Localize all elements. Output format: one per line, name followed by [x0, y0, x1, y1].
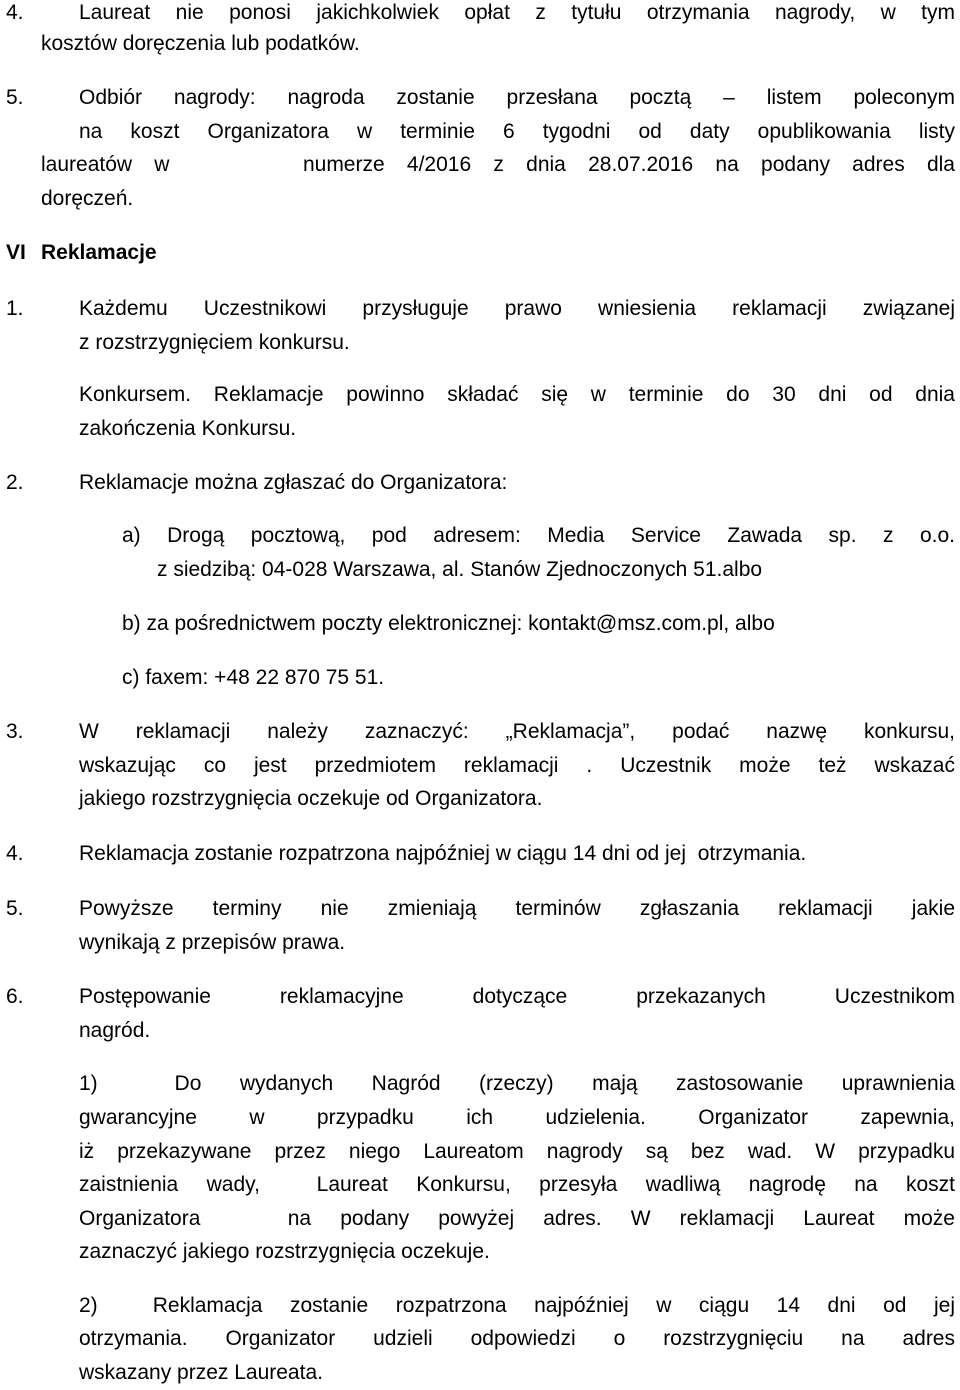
section-title: Reklamacje: [41, 241, 157, 264]
para-1-line-3: Konkursem. Reklamacje powinno składać się w terminie do 30 dni od dnia: [79, 383, 955, 406]
item-5-number: 5.: [6, 86, 24, 109]
para-2-line-1: Reklamacje można zgłaszać do Organizatora:: [79, 471, 508, 494]
para-6-number: 6.: [6, 985, 24, 1008]
para-2-number: 2.: [6, 471, 24, 494]
item-5-line-3: laureatów w numerze 4/2016 z dnia 28.07.2016 na podany adres dla: [41, 153, 955, 176]
para-6-sub-1-line-4: zaistnienia wady, Laureat Konkursu, przesyła wadliwą nagrodę na koszt: [79, 1173, 955, 1196]
para-2-option-a-line-1: a) Drogą pocztową, pod adresem: Media Service Zawada sp. z o.o.: [122, 524, 955, 547]
para-1-line-2: z rozstrzygnięciem konkursu.: [79, 331, 350, 354]
para-6-line-1: Postępowanie reklamacyjne dotyczące przekazanych Uczestnikom: [79, 985, 955, 1008]
para-6-sub-2-line-3: wskazany przez Laureata.: [79, 1361, 323, 1384]
item-4-number: 4.: [6, 1, 24, 24]
para-5-line-2: wynikają z przepisów prawa.: [79, 931, 346, 954]
para-1-line-4: zakończenia Konkursu.: [79, 417, 297, 440]
para-5-line-1: Powyższe terminy nie zmieniają terminów zgłaszania reklamacji jakie: [79, 897, 955, 920]
para-6-sub-1-line-1: 1) Do wydanych Nagród (rzeczy) mają zastosowanie uprawnienia: [79, 1072, 955, 1095]
para-6-sub-1-line-2: gwarancyjne w przypadku ich udzielenia. Organizator zapewnia,: [79, 1106, 955, 1129]
para-1-line-1: Każdemu Uczestnikowi przysługuje prawo wniesienia reklamacji związanej: [79, 297, 955, 320]
para-6-sub-2-line-2: otrzymania. Organizator udzieli odpowiedzi o rozstrzygnięciu na adres: [79, 1327, 955, 1350]
para-3-line-2: wskazując co jest przedmiotem reklamacji . Uczestnik może też wskazać: [79, 754, 955, 777]
para-6-line-2: nagród.: [79, 1019, 151, 1042]
item-4-line-1: Laureat nie ponosi jakichkolwiek opłat z tytułu otrzymania nagrody, w tym: [79, 1, 955, 24]
para-3-line-1: W reklamacji należy zaznaczyć: „Reklamacja”, podać nazwę konkursu,: [79, 720, 955, 743]
para-4-number: 4.: [6, 842, 24, 865]
para-2-option-a-line-2: z siedzibą: 04-028 Warszawa, al. Stanów Zjednoczonych 51.albo: [157, 558, 763, 581]
para-2-option-c: c) faxem: +48 22 870 75 51.: [122, 666, 385, 689]
para-1-number: 1.: [6, 297, 24, 320]
para-6-sub-1-line-3: iż przekazywane przez niego Laureatom nagrody są bez wad. W przypadku: [79, 1140, 955, 1163]
para-5-number: 5.: [6, 897, 24, 920]
para-6-sub-1-line-6: zaznaczyć jakiego rozstrzygnięcia oczekuje.: [79, 1240, 490, 1263]
para-4-line-1: Reklamacja zostanie rozpatrzona najpóźniej w ciągu 14 dni od jej otrzymania.: [79, 842, 807, 865]
para-3-number: 3.: [6, 720, 24, 743]
para-2-option-b: b) za pośrednictwem poczty elektronicznej: kontakt@msz.com.pl, albo: [122, 612, 775, 635]
item-5-line-4: doręczeń.: [41, 187, 134, 210]
para-6-sub-1-line-5: Organizatora na podany powyżej adres. W reklamacji Laureat może: [79, 1207, 955, 1230]
item-4-line-2: kosztów doręczenia lub podatków.: [41, 32, 360, 55]
para-6-sub-2-line-1: 2) Reklamacja zostanie rozpatrzona najpóźniej w ciągu 14 dni od jej: [79, 1294, 955, 1317]
item-5-line-2: na koszt Organizatora w terminie 6 tygodni od daty opublikowania listy: [79, 120, 955, 143]
section-number: VI: [6, 241, 26, 264]
para-3-line-3: jakiego rozstrzygnięcia oczekuje od Organizatora.: [79, 787, 543, 810]
item-5-line-1: Odbiór nagrody: nagroda zostanie przesłana pocztą – listem poleconym: [79, 86, 955, 109]
